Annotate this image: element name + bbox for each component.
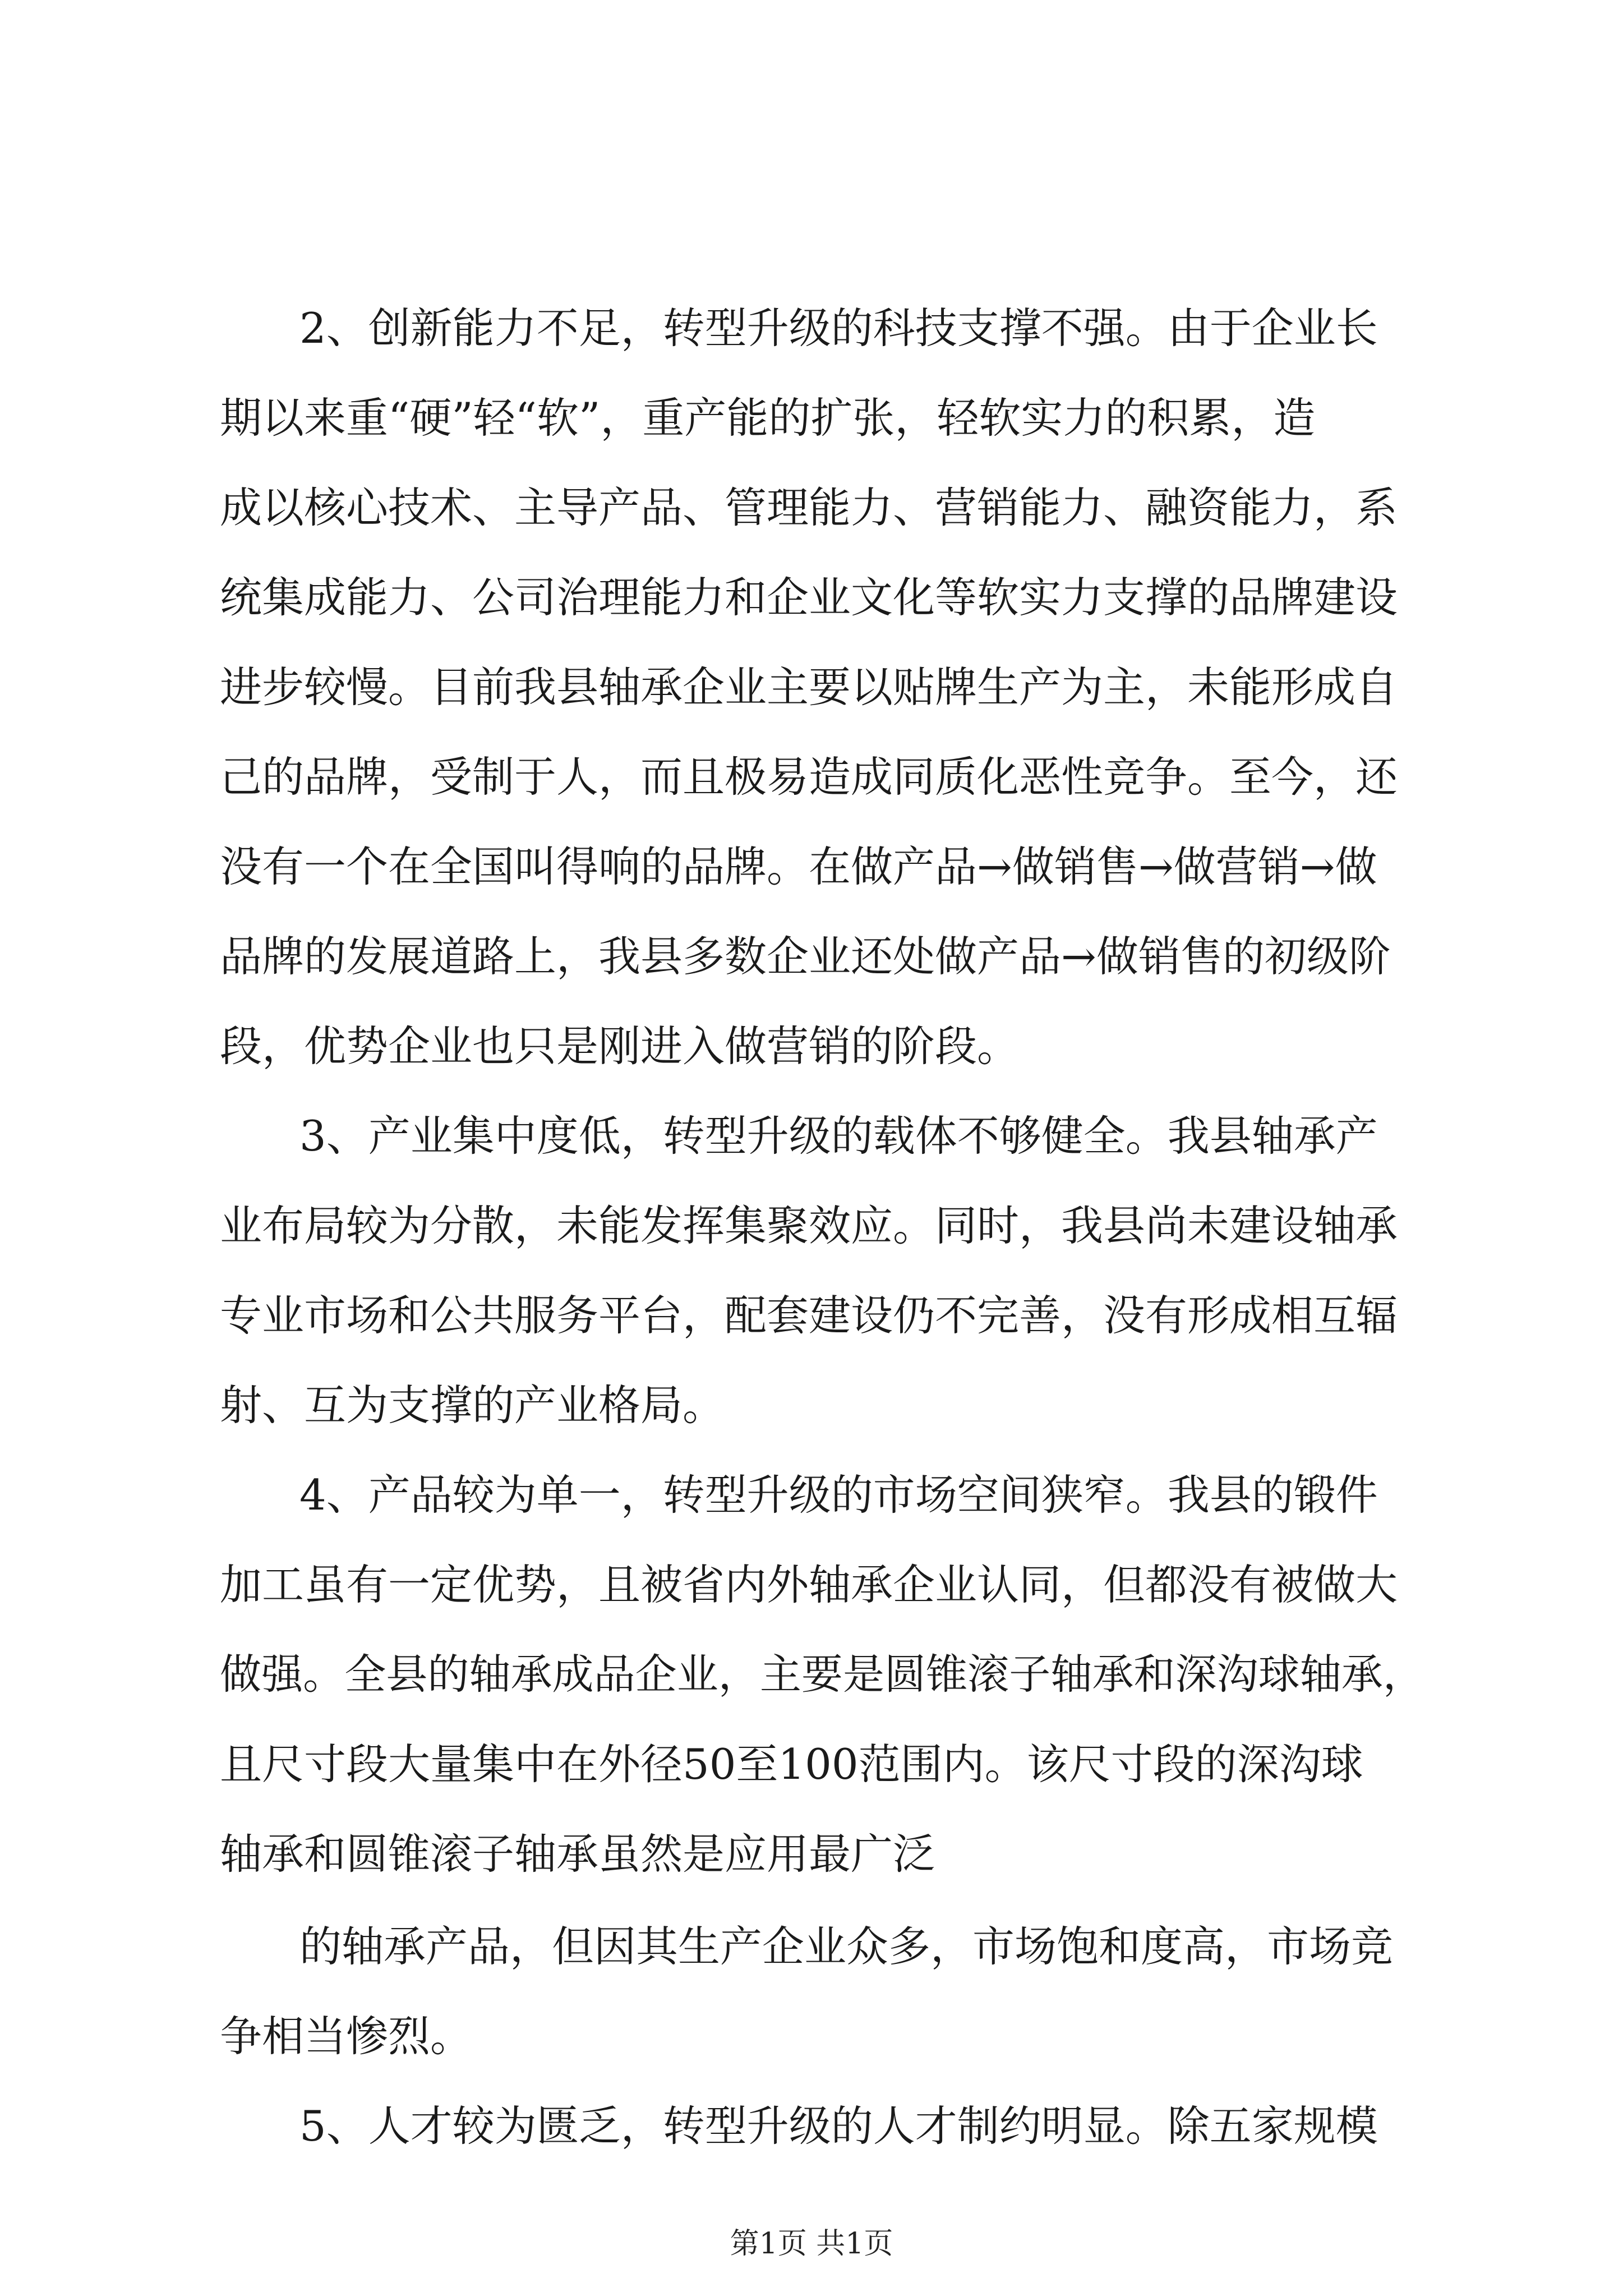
paragraph-line: 段，优势企业也只是刚进入做营销的阶段。 — [220, 1022, 1020, 1071]
paragraph-line: 轴承和圆锥滚子轴承虽然是应用最广泛 — [220, 1829, 935, 1879]
paragraph-line: 己的品牌，受制于人，而且极易造成同质化恶性竞争。至今，还 — [220, 752, 1398, 802]
page-footer: 第1页 共1页 — [730, 2227, 893, 2261]
paragraph-line: 5、人才较为匮乏，转型升级的人才制约明显。除五家规模 — [299, 2101, 1378, 2151]
paragraph-line: 统集成能力、公司治理能力和企业文化等软实力支撑的品牌建设 — [220, 573, 1398, 622]
paragraph-line: 品牌的发展道路上，我县多数企业还处做产品→做销售的初级阶 — [220, 932, 1391, 981]
paragraph-line: 3、产业集中度低，转型升级的载体不够健全。我县轴承产 — [299, 1111, 1378, 1161]
paragraph-line: 加工虽有一定优势，且被省内外轴承企业认同，但都没有被做大 — [220, 1560, 1398, 1609]
paragraph-line: 专业市场和公共服务平台，配套建设仍不完善，没有形成相互辐 — [220, 1291, 1398, 1340]
paragraph-line: 射、互为支撑的产业格局。 — [220, 1381, 725, 1430]
paragraph-line: 进步较慢。目前我县轴承企业主要以贴牌生产为主，未能形成自 — [220, 662, 1398, 712]
paragraph-line: 做强。全县的轴承成品企业，主要是圆锥滚子轴承和深沟球轴承， — [220, 1650, 1424, 1699]
paragraph-line: 成以核心技术、主导产品、管理能力、营销能力、融资能力，系 — [220, 483, 1398, 532]
paragraph-line: 争相当惨烈。 — [220, 2012, 473, 2061]
paragraph-line: 期以来重“硬”轻“软”，重产能的扩张，轻软实力的积累，造 — [220, 393, 1316, 443]
paragraph-line: 的轴承产品，但因其生产企业众多，市场饱和度高，市场竞 — [299, 1922, 1394, 1971]
paragraph-line: 业布局较为分散，未能发挥集聚效应。同时，我县尚未建设轴承 — [220, 1201, 1398, 1250]
paragraph-line: 且尺寸段大量集中在外径50至100范围内。该尺寸段的深沟球 — [220, 1740, 1363, 1789]
paragraph-line: 4、产品较为单一，转型升级的市场空间狭窄。我县的锻件 — [299, 1470, 1378, 1520]
paragraph-line: 2、创新能力不足，转型升级的科技支撑不强。由于企业长 — [299, 303, 1378, 353]
paragraph-line: 没有一个在全国叫得响的品牌。在做产品→做销售→做营销→做 — [220, 842, 1377, 891]
